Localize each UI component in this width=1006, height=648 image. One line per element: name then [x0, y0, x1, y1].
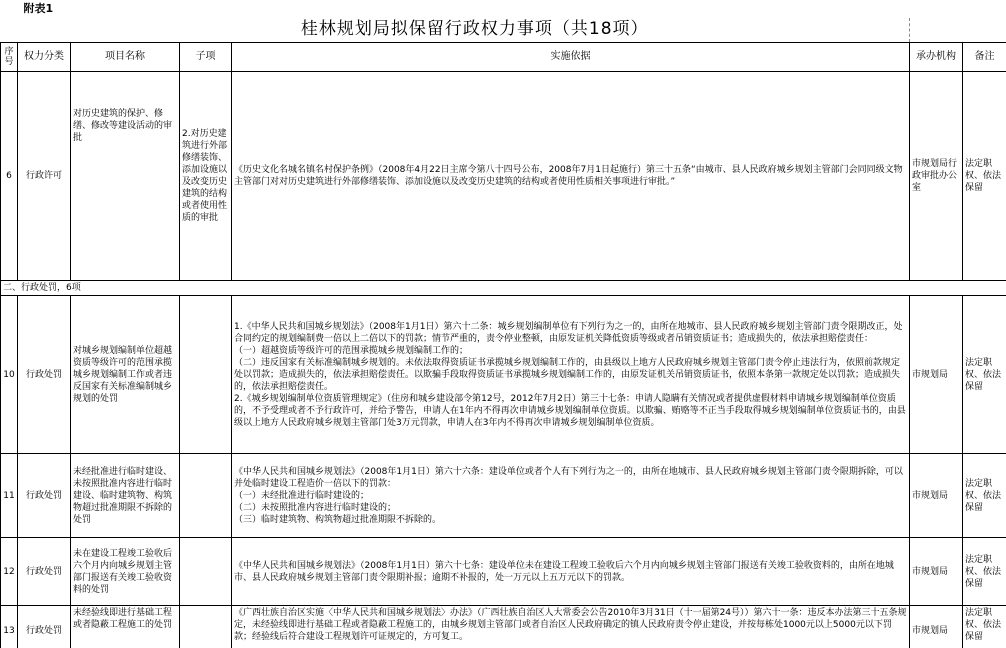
row-remark: 法定职权、依法保留 [963, 296, 1006, 454]
row-remark: 法定职权、依法保留 [963, 538, 1006, 606]
section-row [1, 281, 1006, 296]
row-basis: 《历史文化名城名镇名村保护条例》（2008年4月22日主席令第八十四号公布，2008年7月1日起施行）第三十五条“由城市、县人民政府城乡规划主管部门会同同级文物主管部门对对历史建筑进行外部修缮装饰、添加设施以及改变历史建筑的结构或者使用性质相关事项进行审批。” [232, 72, 910, 281]
row-basis: 《中华人民共和国城乡规划法》（2008年1月1日）第六十七条：建设单位未在建设工程竣工验收后六个月内向城乡规划主管部门报送有关竣工验收资料的，由所在地城市、县人民政府城乡规划主管部门责令限期补报；逾期不补报的，处一万元以上五万元以下的罚款。 [232, 538, 910, 606]
row-category: 行政处罚 [18, 606, 71, 648]
table-row [1, 72, 1006, 281]
row-seq: 13 [1, 606, 18, 648]
row-basis: 《中华人民共和国城乡规划法》（2008年1月1日）第六十六条：建设单位或者个人有下列行为之一的，由所在地城市、县人民政府城乡规划主管部门责令限期拆除，可以并处临时建设工程造价一倍以下的罚款： （一）未经批准进行临时建设的； （二）未按照批准内容进行临时建设的； （三）临时建筑物、构筑物超过批准期限不拆除的。 [232, 454, 910, 538]
row-sub-item [180, 454, 232, 538]
row-agency: 市规划局 [910, 296, 963, 454]
row-basis: 1.《中华人民共和国城乡规划法》（2008年1月1日）第六十二条：城乡规划编制单位有下列行为之一的，由所在地城市、县人民政府城乡规划主管部门责令限期改正，处合同约定的规划编制费一倍以上二倍以下的罚款；情节严重的，责令停业整顿，由原发证机关降低资质等级或者吊销资质证书；造成损失的，依法承担赔偿责任： （一）超越资质等级许可的范围承揽城乡规划编制工作的； （二）违反国家有关标准编制城乡规划的。未依法取得资质证书承揽城乡规划编制工作的，由县级以上地方人民政府城乡规划主管部门责令停止违法行为，依照前款规定处以罚款；造成损失的，依法承担赔偿责任。以欺骗手段取得资质证书承揽城乡规划编制工作的，由原发证机关吊销资质证书，依照本条第一款规定处以罚款；造成损失的，依法承担赔偿责任。 2.《城乡规划编制单位资质管理规定》（住房和城乡建设部令第12号，2012年7月2日）第三十七条：申请人隐瞒有关情况或者提供虚假材料申请城乡规划编制单位资质的，不予受理或者不予行政许可，并给予警告，申请人在1年内不得再次申请城乡规划编制单位资质。以欺骗、贿赂等不正当手段取得城乡规划编制单位资质证书的，由县级以上地方人民政府城乡规划主管部门处3万元罚款，申请人在3年内不得再次申请城乡规划编制单位资质。 [232, 296, 910, 454]
header-row [1, 43, 1006, 72]
header-basis: 实施依据 [232, 43, 910, 72]
header-sub-item: 子项 [180, 43, 232, 72]
section-penalty-label: 二、行政处罚，6项 [1, 281, 1006, 296]
row-item-name: 对历史建筑的保护、修缮、修改等建设活动的审批 [71, 72, 180, 281]
row-seq: 6 [1, 72, 18, 281]
row-agency: 市规划局 [910, 538, 963, 606]
row-sub-item [180, 606, 232, 648]
row-item-name: 未经验线即进行基础工程或者隐蔽工程施工的处罚 [71, 606, 180, 648]
table-row [1, 296, 1006, 454]
row-seq: 10 [1, 296, 18, 454]
table-row [1, 454, 1006, 538]
row-item-name: 未经批准进行临时建设、未按照批准内容进行临时建设、临时建筑物、构筑物超过批准期限不拆除的处罚 [71, 454, 180, 538]
row-remark: 法定职权、依法保留 [963, 606, 1006, 648]
row-sub-item [180, 296, 232, 454]
row-sub-item: 2.对历史建筑进行外部修缮装饰、添加设施以及改变历史建筑的结构或者使用性质的审批 [180, 72, 232, 281]
row-category: 行政处罚 [18, 296, 71, 454]
row-agency: 市规划局 [910, 606, 963, 648]
row-agency: 市规划局行政审批办公室 [910, 72, 963, 281]
row-remark: 法定职权、依法保留 [963, 454, 1006, 538]
table-row [1, 538, 1006, 606]
row-sub-item [180, 538, 232, 606]
row-item-name: 对城乡规划编制单位超越资质等级许可的范围承揽城乡规划编制工作或者违反国家有关标准编制城乡规划的处罚 [71, 296, 180, 454]
row-category: 行政处罚 [18, 538, 71, 606]
sheet-title: 桂林规划局拟保留行政权力事项（共18项） [1, 18, 910, 43]
header-category: 权力分类 [18, 43, 71, 72]
header-item-name: 项目名称 [71, 43, 180, 72]
row-item-name: 未在建设工程竣工验收后六个月内向城乡规划主管部门报送有关竣工验收资料的处罚 [71, 538, 180, 606]
row-category: 行政处罚 [18, 454, 71, 538]
row-remark: 法定职权、依法保留 [963, 72, 1006, 281]
row-seq: 11 [1, 454, 18, 538]
header-agency: 承办机构 [910, 43, 963, 72]
row-category: 行政许可 [18, 72, 71, 281]
row-agency: 市规划局 [910, 454, 963, 538]
table-row [1, 606, 1006, 648]
header-seq: 序号 [1, 43, 18, 72]
appendix-label: 附表1 [23, 2, 54, 15]
row-seq: 12 [1, 538, 18, 606]
header-remark: 备注 [963, 43, 1006, 72]
row-basis: 《广西壮族自治区实施〈中华人民共和国城乡规划法〉办法》（广西壮族自治区人大常委会公告2010年3月31日（十一届第24号））第六十一条：违反本办法第三十五条规定，未经验线即进行基础工程或者隐蔽工程施工的，由城乡规划主管部门或者自治区人民政府确定的镇人民政府责令停止建设，并按每栋处1000元以上5000元以下罚款；经验线后符合建设工程规划许可证规定的，方可复工。 [232, 606, 910, 648]
